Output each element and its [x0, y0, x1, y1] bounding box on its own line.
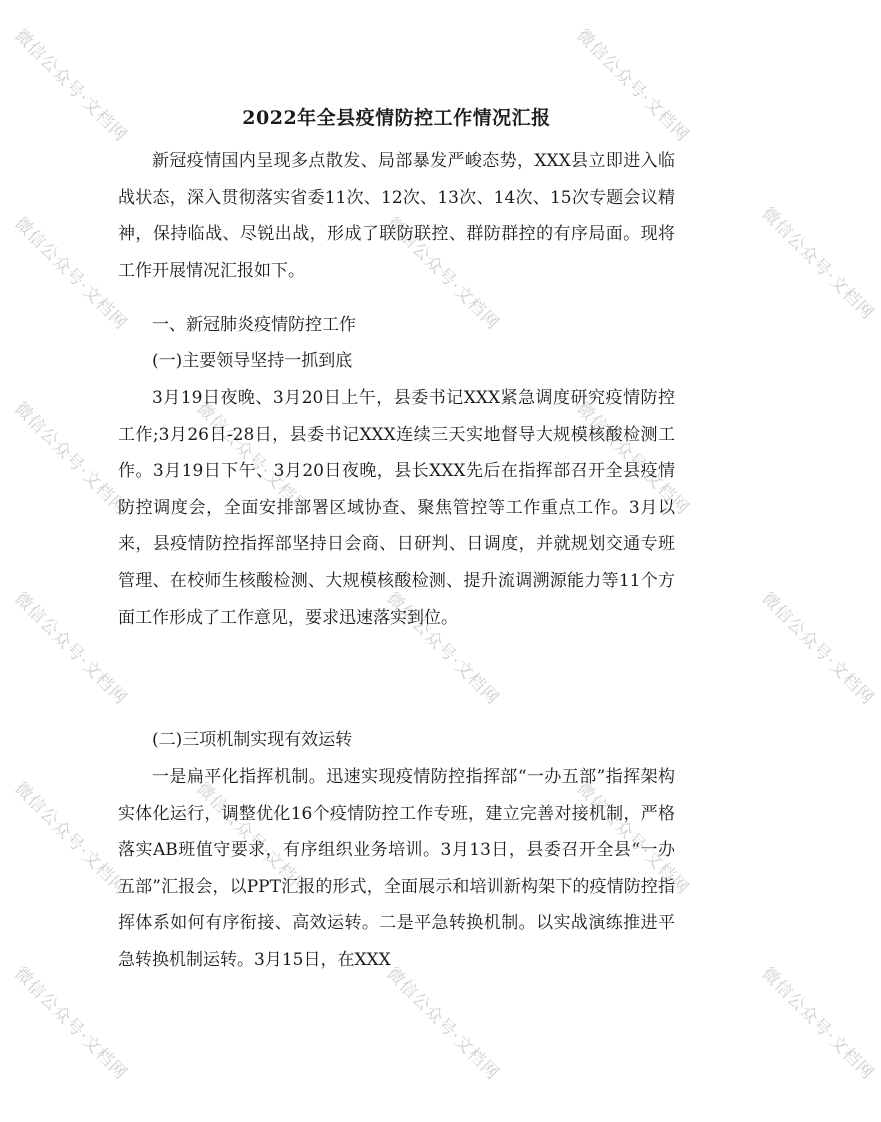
subsection-heading-2: (二)三项机制实现有效运转 [152, 730, 353, 750]
document-title: 2022年全县疫情防控工作情况汇报 [242, 107, 551, 129]
watermark: 微信公众号·文档网 [10, 963, 131, 1085]
watermark: 微信公众号·文档网 [192, 778, 313, 900]
watermark: 微信公众号·文档网 [10, 588, 131, 710]
watermark: 微信公众号·文档网 [382, 963, 503, 1085]
watermark: 微信公众号·文档网 [572, 25, 693, 147]
watermark: 微信公众号·文档网 [10, 25, 131, 147]
subsection-heading-1: (一)主要领导坚持一抓到底 [152, 351, 353, 371]
watermark: 微信公众号·文档网 [757, 963, 878, 1085]
watermark: 微信公众号·文档网 [382, 213, 503, 335]
body-paragraph-leadership: 3月19日夜晚、3月20日上午，县委书记XXX紧急调度研究疫情防控工作;3月26日-28日，县委书记XXX连续三天实地督导大规模核酸检测工作。3月19日下午、3月20日夜晚，县长XXX先后在指挥部召开全县疫情防控调度会，全面安排部署区域协查、聚焦管控等工作重点工作。3月以来，县疫情防控指挥部坚持日会商、日研判、日调度，并就规划交通专班管理、在校师生核酸检测、大规模核酸检测、提升流调溯源能力等11个方面工作形成了工作意见，要求迅速落实到位。 [118, 388, 675, 628]
watermark: 微信公众号·文档网 [572, 778, 693, 900]
watermark: 微信公众号·文档网 [757, 203, 878, 325]
watermark: 微信公众号·文档网 [757, 588, 878, 710]
watermark: 微信公众号·文档网 [10, 213, 131, 335]
watermark: 微信公众号·文档网 [382, 588, 503, 710]
watermark: 微信公众号·文档网 [10, 778, 131, 900]
section-heading-1: 一、新冠肺炎疫情防控工作 [152, 315, 356, 335]
intro-paragraph: 新冠疫情国内呈现多点散发、局部暴发严峻态势，XXX县立即进入临战状态，深入贯彻落实省委11次、12次、13次、14次、15次专题会议精神，保持临战、尽锐出战，形成了联防联控、群防群控的有序局面。现将工作开展情况汇报如下。 [118, 151, 675, 281]
watermark: 微信公众号·文档网 [10, 398, 131, 520]
watermark: 微信公众号·文档网 [572, 398, 693, 520]
body-paragraph-mechanisms: 一是扁平化指挥机制。迅速实现疫情防控指挥部“一办五部”指挥架构实体化运行，调整优化16个疫情防控工作专班，建立完善对接机制，严格落实AB班值守要求，有序组织业务培训。3月13日，县委召开全县“一办五部”汇报会，以PPT汇报的形式，全面展示和培训新构架下的疫情防控指挥体系如何有序衔接、高效运转。二是平急转换机制。以实战演练推进平急转换机制运转。3月15日，在XXX [118, 767, 675, 970]
watermark: 微信公众号·文档网 [192, 398, 313, 520]
